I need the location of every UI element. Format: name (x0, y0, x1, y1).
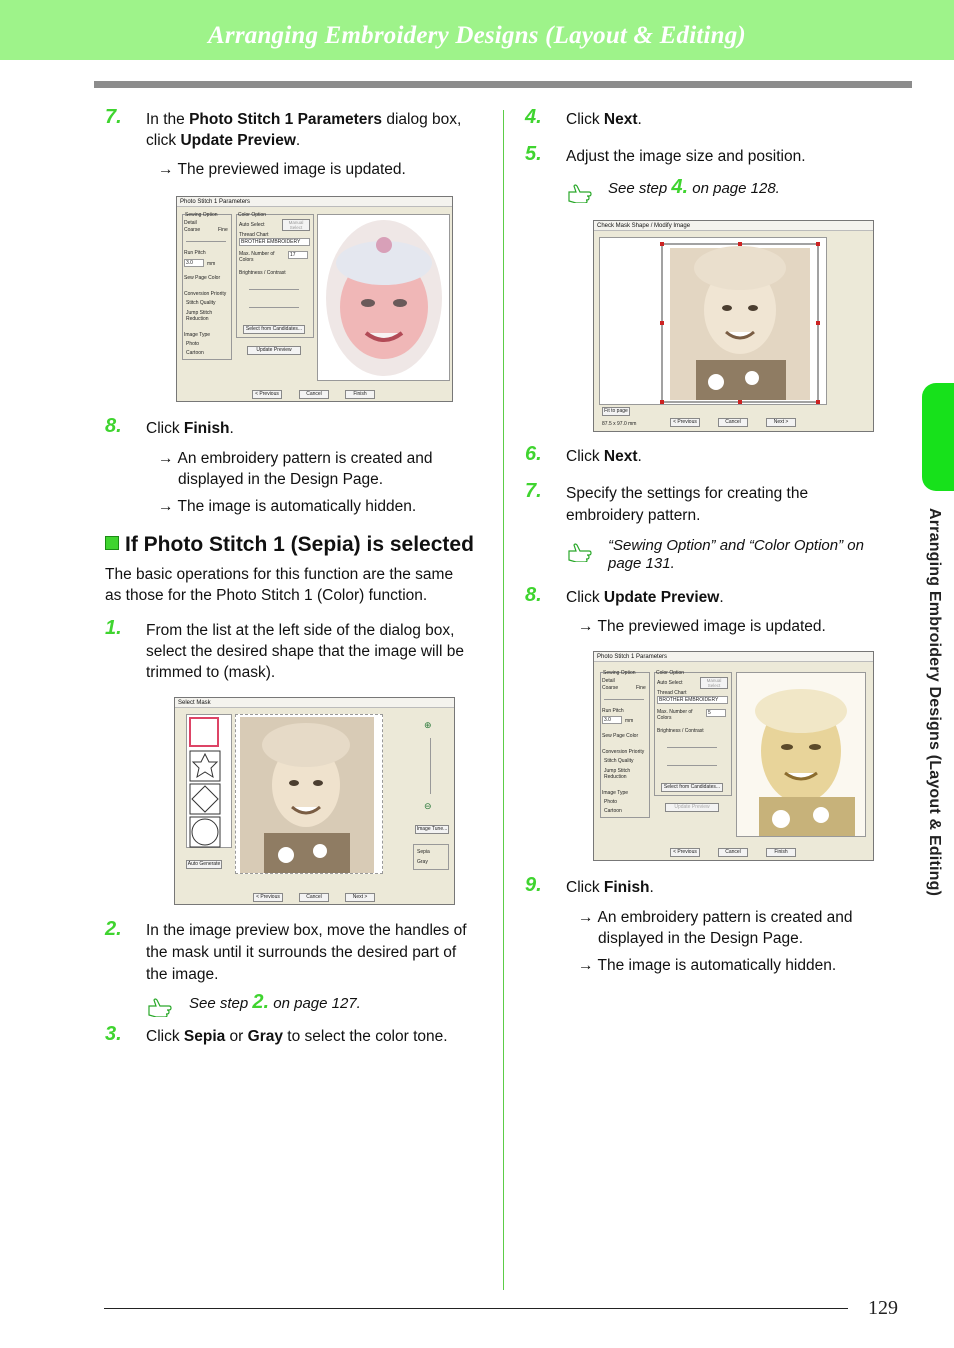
color-tone-group (413, 844, 449, 870)
chapter-tab (922, 383, 954, 491)
previous-button[interactable]: < Previous (670, 848, 700, 857)
fine-label: Fine (218, 227, 228, 233)
fine-label: Fine (636, 685, 646, 691)
header-title: Arranging Embroidery Designs (Layout & Editing) (208, 22, 746, 49)
side-tab-label: Arranging Embroidery Designs (Layout & Editing) (926, 508, 943, 897)
stitch-quality-radio[interactable]: Stitch Quality (604, 758, 634, 764)
detail-slider[interactable] (186, 241, 226, 242)
next-button[interactable]: Next > (345, 893, 375, 902)
select-from-candidates-button[interactable]: Select from Candidates... (661, 783, 723, 792)
auto-select-checkbox[interactable]: Auto Select (657, 680, 683, 686)
zoom-in-icon[interactable]: ⊕ (424, 720, 432, 730)
finish-button[interactable]: Finish (345, 390, 375, 399)
coarse-label: Coarse (602, 685, 619, 691)
coarse-label: Coarse (184, 227, 201, 233)
sewing-option-label: Sewing Option (603, 670, 636, 676)
previous-button[interactable]: < Previous (252, 390, 282, 399)
previous-button[interactable]: < Previous (670, 418, 700, 427)
embroidery-preview-image (736, 672, 866, 837)
cancel-button[interactable]: Cancel (299, 893, 329, 902)
pointing-hand-icon (566, 540, 592, 562)
sewing-option-group (600, 672, 650, 818)
color-option-label: Color Option (656, 670, 685, 676)
check-mask-preview[interactable] (599, 237, 827, 405)
next-button[interactable]: Next > (766, 418, 796, 427)
step-result: → The previewed image is updated. (158, 161, 406, 178)
step-text: In the Photo Stitch 1 Parameters dialog box, click Update Preview. (146, 111, 462, 149)
max-colors-field[interactable]: 5 (706, 709, 726, 717)
step-text: Click Update Preview. (566, 589, 724, 606)
step-text: Click Sepia or Gray to select the color tone. (146, 1028, 448, 1045)
step-number: 7. (105, 106, 122, 128)
step-result: → The image is automatically hidden. (578, 957, 837, 974)
fit-to-page-button[interactable]: Fit to page (602, 407, 630, 416)
step-number: 3. (105, 1023, 122, 1045)
page-number: 129 (868, 1297, 898, 1319)
max-colors-label: Max. Number of Colors (657, 709, 693, 721)
gray-radio[interactable]: Gray (417, 859, 428, 865)
zoom-slider[interactable] (430, 738, 431, 794)
select-from-candidates-button[interactable]: Select from Candidates... (243, 325, 305, 334)
image-size-readout: 87.5 x 97.0 mm (602, 421, 637, 427)
sew-page-color-checkbox[interactable]: Sew Page Color (602, 733, 639, 739)
section-bullet-icon (105, 536, 119, 550)
detail-label: Detail (184, 220, 197, 226)
step-result: → An embroidery pattern is created and displayed in the Design Page. (158, 450, 433, 488)
jump-stitch-radio[interactable]: Jump Stitch Reduction (186, 310, 213, 322)
screenshot-photo-stitch-parameters-color (176, 196, 453, 402)
run-pitch-field[interactable]: 3.0 (602, 716, 622, 724)
manual-select-button[interactable]: Manual Select (700, 677, 728, 689)
max-colors-label: Max. Number of Colors (239, 251, 275, 263)
image-type-label: Image Type (602, 790, 629, 796)
detail-label: Detail (602, 678, 615, 684)
step-result: → The image is automatically hidden. (158, 498, 417, 515)
step-result: → An embroidery pattern is created and displayed in the Design Page. (578, 909, 853, 947)
brightness-contrast-label: Brightness / Contrast (657, 728, 704, 734)
sewing-option-group (182, 214, 232, 360)
step-number: 9. (525, 874, 542, 896)
run-pitch-field[interactable]: 3.0 (184, 259, 204, 267)
cancel-button[interactable]: Cancel (718, 418, 748, 427)
header-rule (94, 81, 912, 88)
step-text: Click Next. (566, 448, 642, 465)
mask-shape-icons[interactable] (189, 750, 221, 848)
thread-chart-label: Thread Chart (239, 232, 269, 238)
mask-square-option[interactable] (189, 717, 219, 747)
brightness-contrast-label: Brightness / Contrast (239, 270, 286, 276)
conversion-priority-label: Conversion Priority (602, 749, 645, 755)
embroidery-preview-image (317, 214, 450, 381)
previous-button[interactable]: < Previous (253, 893, 283, 902)
step-text: In the image preview box, move the handles of the mask until it surrounds the desired part of the image. (146, 922, 467, 983)
step-number: 5. (525, 143, 542, 165)
section-heading: If Photo Stitch 1 (Sepia) is selected (105, 533, 474, 557)
finish-button[interactable]: Finish (766, 848, 796, 857)
step-number: 4. (525, 106, 542, 128)
step-text: Click Finish. (566, 879, 654, 896)
max-colors-field[interactable]: 17 (288, 251, 308, 259)
image-type-label: Image Type (184, 332, 211, 338)
step-number: 6. (525, 443, 542, 465)
step-number: 1. (105, 617, 122, 639)
thread-chart-select[interactable]: BROTHER EMBROIDERY (239, 238, 310, 246)
cartoon-radio[interactable]: Cartoon (186, 350, 204, 356)
dialog-title: Check Mask Shape / Modify Image (594, 221, 873, 231)
thread-chart-select[interactable]: BROTHER EMBROIDERY (657, 696, 728, 704)
zoom-out-icon[interactable]: ⊖ (424, 801, 432, 811)
cross-reference: See step 2. on page 127. (189, 991, 361, 1013)
thread-chart-label: Thread Chart (657, 690, 687, 696)
image-tune-button[interactable]: Image Tune... (416, 826, 448, 832)
manual-select-button[interactable]: Manual Select (282, 219, 310, 231)
screenshot-select-mask (174, 697, 455, 905)
cross-reference: “Sewing Option” and “Color Option” on page 131. (608, 537, 864, 572)
stitch-quality-radio[interactable]: Stitch Quality (186, 300, 216, 306)
sepia-radio[interactable]: Sepia (417, 849, 430, 855)
pointing-hand-icon (566, 181, 592, 203)
mask-image-preview[interactable] (235, 714, 383, 874)
cross-reference: See step 4. on page 128. (608, 176, 780, 198)
screenshot-photo-stitch-parameters-sepia (593, 651, 874, 861)
cancel-button[interactable]: Cancel (299, 390, 329, 399)
step-number: 8. (525, 584, 542, 606)
update-preview-button[interactable]: Update Preview (665, 803, 719, 812)
contrast-slider[interactable] (667, 765, 717, 766)
dialog-title: Photo Stitch 1 Parameters (594, 652, 873, 662)
run-pitch-label: Run Pitch (184, 250, 206, 256)
column-divider (503, 110, 504, 1290)
cancel-button[interactable]: Cancel (718, 848, 748, 857)
step-text: Click Next. (566, 111, 642, 128)
color-option-label: Color Option (238, 212, 267, 218)
step-text: From the list at the left side of the dialog box, select the desired shape that the image will be trimmed to (mask). (146, 622, 464, 681)
dialog-title: Photo Stitch 1 Parameters (177, 197, 452, 207)
brightness-slider[interactable] (249, 289, 299, 290)
step-number: 8. (105, 415, 122, 437)
step-text: Adjust the image size and position. (566, 148, 806, 165)
pointing-hand-icon (146, 995, 172, 1017)
update-preview-button[interactable]: Update Preview (247, 346, 301, 355)
contrast-slider[interactable] (249, 307, 299, 308)
photo-radio[interactable]: Photo (604, 799, 618, 805)
screenshot-check-mask-shape (593, 220, 874, 432)
step-number: 2. (105, 918, 122, 940)
auto-select-checkbox[interactable]: Auto Select (239, 222, 265, 228)
section-intro: The basic operations for this function are the same as those for the Photo Stitch 1 (Color) function. (105, 566, 454, 604)
detail-slider[interactable] (604, 699, 644, 700)
header-banner (0, 0, 954, 60)
conversion-priority-label: Conversion Priority (184, 291, 227, 297)
cartoon-radio[interactable]: Cartoon (604, 808, 622, 814)
brightness-slider[interactable] (667, 747, 717, 748)
photo-radio[interactable]: Photo (186, 341, 200, 347)
step-text: Specify the settings for creating the embroidery pattern. (566, 485, 809, 524)
dialog-title: Select Mask (175, 698, 454, 708)
sew-page-color-checkbox[interactable]: Sew Page Color (184, 275, 221, 281)
step-result: → The previewed image is updated. (578, 618, 826, 635)
auto-generate-button[interactable]: Auto Generate (187, 861, 221, 867)
sewing-option-label: Sewing Option (185, 212, 218, 218)
step-number: 7. (525, 480, 542, 502)
jump-stitch-radio[interactable]: Jump Stitch Reduction (604, 768, 631, 780)
mm-label: mm (625, 718, 634, 724)
footer-rule (104, 1308, 848, 1309)
step-text: Click Finish. (146, 420, 234, 437)
run-pitch-label: Run Pitch (602, 708, 624, 714)
mm-label: mm (207, 261, 216, 267)
